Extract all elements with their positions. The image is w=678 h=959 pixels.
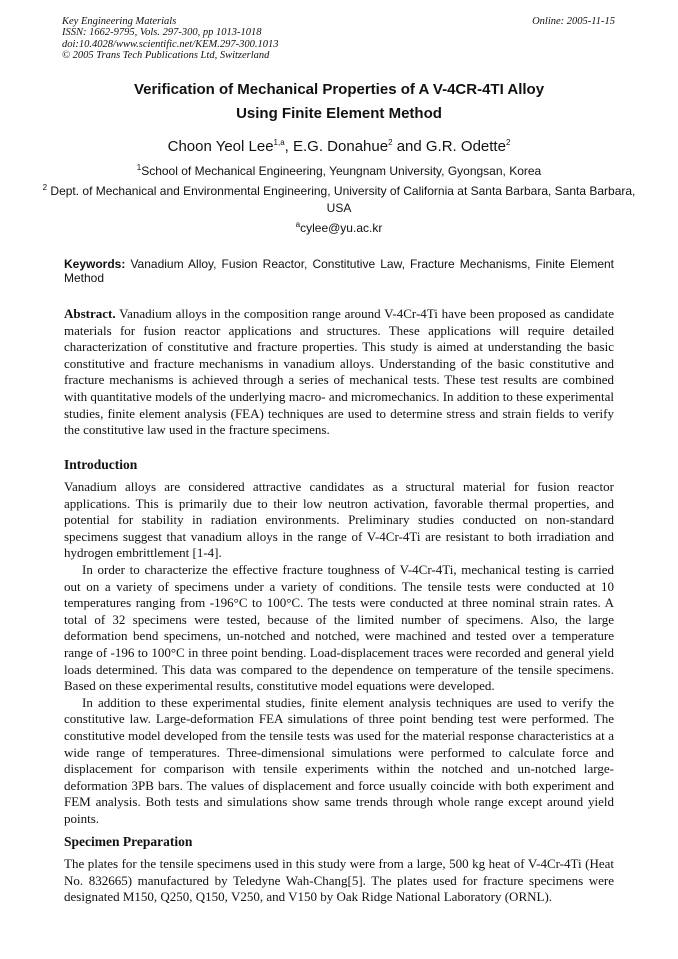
affiliation-2-text: Dept. of Mechanical and Environmental Engineering, University of California at Santa Barbara, Santa Barbara, USA: [47, 184, 636, 215]
affiliation-1: [40, 163, 638, 180]
author-2-sup: 2: [388, 138, 393, 147]
doi-line: doi:10.4028/www.scientific.net/KEM.297-300.1013: [62, 38, 279, 50]
copyright-line: © 2005 Trans Tech Publications Ltd, Switzerland: [62, 50, 270, 62]
paper-title: [60, 78, 618, 126]
introduction-heading: Introduction: [64, 457, 138, 472]
author-1-sup: 1,a: [273, 138, 285, 147]
title-line-1: Verification of Mechanical Properties of A V-4CR-4TI Alloy: [133, 81, 545, 98]
journal-name: Key Engineering Materials: [62, 16, 177, 27]
keywords-block: [64, 258, 614, 285]
author-list: [40, 137, 638, 157]
affiliation-2: [40, 183, 638, 217]
author-2: , E.G. Donahue: [284, 138, 389, 155]
abstract-label: Abstract.: [64, 306, 116, 321]
introduction-section: [64, 479, 614, 827]
online-date: Online: 2005-11-15: [532, 16, 615, 27]
keywords-text: Vanadium Alloy, Fusion Reactor, Constitutive Law, Fracture Mechanisms, Finite Element Method: [64, 257, 614, 285]
specimen-paragraph-1: The plates for the tensile specimens used in this study were from a large, 500 kg heat of V-4Cr-4Ti (Heat No. 832665) manufactured by Teledyne Wah-Chang[5]. The plates used for fracture specimens were designated M150, Q250, Q150, V250, and V150 by Oak Ridge National Laboratory (ORNL).: [64, 856, 614, 905]
abstract-text: Vanadium alloys in the composition range around V-4Cr-4Ti have been proposed as candidate materials for fusion reactor applications and structures. These applications will require detailed characterization of constitutive and fracture properties. This study is aimed at understanding the basic constitutive and fracture mechanisms in vanadium alloys. Understanding of the basic constitutive and fracture mechanisms is achieved through a series of mechanical tests. These test results are combined with quantitative models of the underlying macro- and micromechanics. In addition to these experimental studies, finite element analysis (FEA) techniques are used to determine stress and strain fields to verify the constitutive law used in the fracture specimens.: [64, 306, 614, 438]
affiliation-2-sup: 2: [42, 183, 48, 192]
abstract-block: [64, 306, 614, 439]
specimen-heading: Specimen Preparation: [64, 834, 193, 849]
keywords-label: Keywords:: [64, 257, 126, 271]
issn-line: ISSN: 1662-9795, Vols. 297-300, pp 1013-1018: [62, 27, 262, 39]
email-address: cylee@yu.ac.kr: [300, 221, 383, 235]
journal-header: [62, 16, 615, 62]
intro-paragraph-3: In addition to these experimental studies, finite element analysis techniques are used to verify the constitutive law. Large-deformation FEA simulations of three point bending test were performed. The constitutive model developed from the tensile tests was used for the material response characteristics at a wide range of temperatures. Three-dimensional simulations were performed to calculate force and displacement for comparison with tensile experiments within the notched and un-notched large-deformation 3PB bars. The values of displacement and force usually coincide with both experiment and FEM analysis. Both tests and simulations show same trends through whole range except around yield points.: [64, 694, 614, 826]
intro-paragraph-1: Vanadium alloys are considered attractive candidates as a structural material for fusion reactor applications. This is primarily due to their low neutron activation, favorable thermal properties, and potential for stability in radiation environments. Preliminary studies conducted on non-standard specimens suggest that vanadium alloys in the range of V-4Cr-4Ti are resistant to both irradiation and hydrogen embrittlement [1-4].: [64, 479, 614, 561]
author-3-sup: 2: [505, 138, 511, 147]
email-sup: a: [295, 220, 301, 229]
specimen-section: [64, 856, 614, 906]
title-line-2: Using Finite Element Method: [236, 105, 442, 122]
author-3: and G.R. Odette: [392, 138, 506, 155]
author-1: Choon Yeol Lee: [167, 138, 274, 155]
affiliation-1-sup: 1: [136, 163, 142, 172]
email-line: [40, 220, 638, 237]
affiliation-1-text: School of Mechanical Engineering, Yeungnam University, Gyongsan, Korea: [141, 164, 542, 178]
intro-paragraph-2: In order to characterize the effective fracture toughness of V-4Cr-4Ti, mechanical testing is carried out on a variety of specimens under a variety of conditions. The tensile tests were conducted at 10 temperatures ranging from -196°C to 100°C. The tests were conducted at three nominal strain rates. A total of 32 specimens were tested, because of the limited number of specimens. Also, the large deformation bend specimens, un-notched and notched, were machined and tested over a temperature range of -196 to 100°C in three point bending. Load-displacement traces were recorded and general yield loads determined. This data was compared to the dependence on temperature of the tensile specimens. Based on these experimental results, constitutive model equations were developed.: [64, 561, 614, 694]
